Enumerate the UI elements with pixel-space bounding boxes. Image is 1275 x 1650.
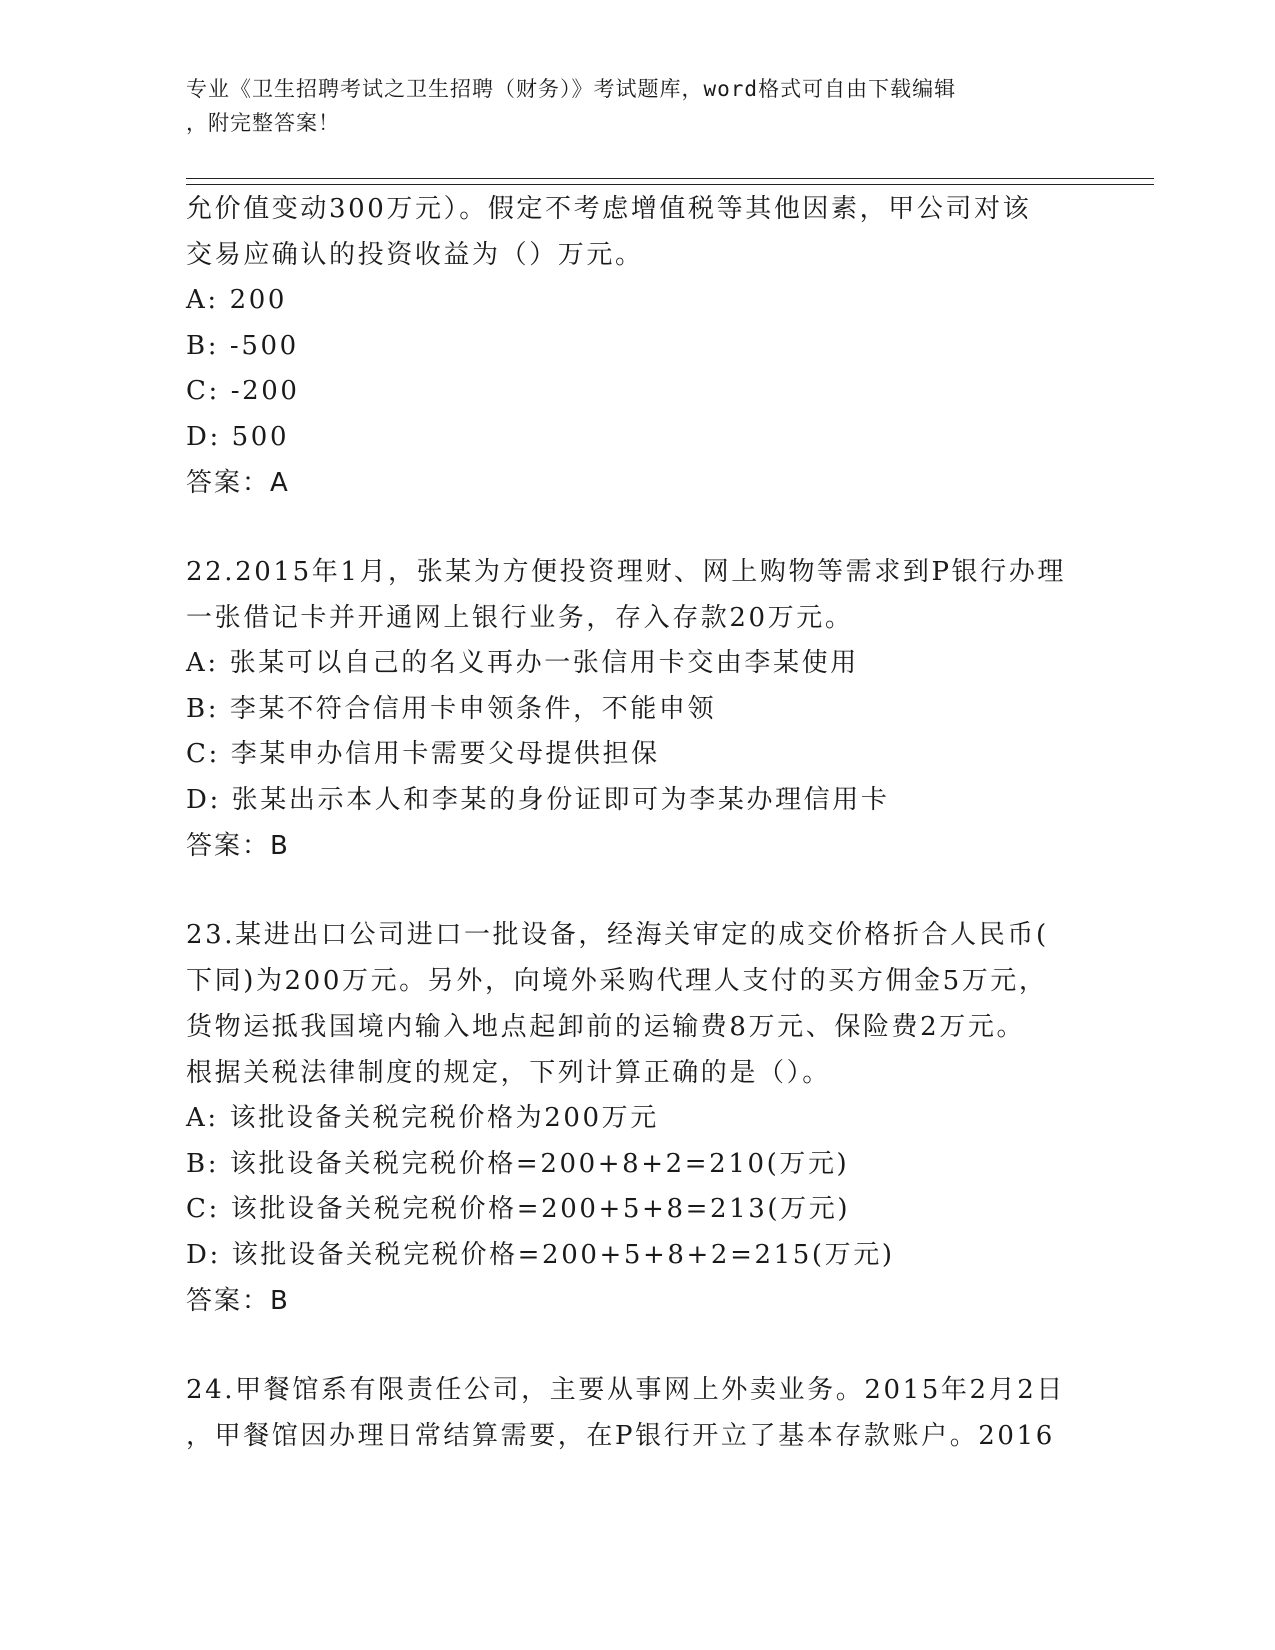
option-b: B: 李某不符合信用卡申领条件，不能申领 <box>186 693 717 724</box>
header-line-2: ，附完整答案！ <box>186 111 340 135</box>
answer-label: 答案：B <box>186 1286 290 1316</box>
question-22 <box>186 549 1086 869</box>
question-text-line: 23.某进出口公司进口一批设备，经海关审定的成交价格折合人民币( <box>186 920 1049 950</box>
question-text-line: 22.2015年1月，张某为方便投资理财、网上购物等需求到P银行办理 <box>186 557 1066 587</box>
option-a: A: 张某可以自己的名义再办一张信用卡交由李某使用 <box>186 648 859 678</box>
question-21 <box>186 186 1086 506</box>
option-d: D: 张某出示本人和李某的身份证即可为李某办理信用卡 <box>186 784 890 815</box>
question-list <box>186 186 1086 1459</box>
question-text-line: 24.甲餐馆系有限责任公司，主要从事网上外卖业务。2015年2月2日 <box>186 1375 1066 1405</box>
option-c: C: -200 <box>186 376 300 406</box>
option-c: C: 李某申办信用卡需要父母提供担保 <box>186 739 660 769</box>
option-d: D: 该批设备关税完税价格=200+5+8+2=215(万元) <box>186 1239 895 1270</box>
question-23 <box>186 912 1086 1324</box>
question-text-line: ，甲餐馆因办理日常结算需要，在P银行开立了基本存款账户。2016 <box>186 1421 1055 1451</box>
answer-label: 答案：B <box>186 831 290 861</box>
question-24 <box>186 1367 1086 1459</box>
question-text-line: 交易应确认的投资收益为（）万元。 <box>186 240 644 270</box>
answer-label: 答案：A <box>186 468 290 498</box>
option-b: B: 该批设备关税完税价格=200+8+2=210(万元) <box>186 1148 850 1179</box>
option-c: C: 该批设备关税完税价格=200+5+8=213(万元) <box>186 1194 851 1224</box>
question-text-line: 货物运抵我国境内输入地点起卸前的运输费8万元、保险费2万元。 <box>186 1012 1026 1042</box>
question-text-line: 一张借记卡并开通网上银行业务，存入存款20万元。 <box>186 603 854 633</box>
question-text-line: 允价值变动300万元）。假定不考虑增值税等其他因素，甲公司对该 <box>186 194 1032 224</box>
spacer <box>186 869 1086 912</box>
option-b: B: -500 <box>186 330 299 361</box>
document-header <box>186 72 1086 140</box>
header-rule-bottom <box>186 184 1154 185</box>
option-a: A: 该批设备关税完税价格为200万元 <box>186 1103 659 1133</box>
question-text-line: 根据关税法律制度的规定，下列计算正确的是（）。 <box>186 1058 831 1088</box>
header-line-1: 专业《卫生招聘考试之卫生招聘（财务）》考试题库，word格式可自由下载编辑 <box>186 77 957 101</box>
option-d: D: 500 <box>186 421 290 452</box>
spacer <box>186 506 1086 549</box>
spacer <box>186 1324 1086 1367</box>
header-rule-top <box>186 178 1154 179</box>
option-a: A: 200 <box>186 285 288 315</box>
question-text-line: 下同)为200万元。另外，向境外采购代理人支付的买方佣金5万元， <box>186 966 1048 996</box>
